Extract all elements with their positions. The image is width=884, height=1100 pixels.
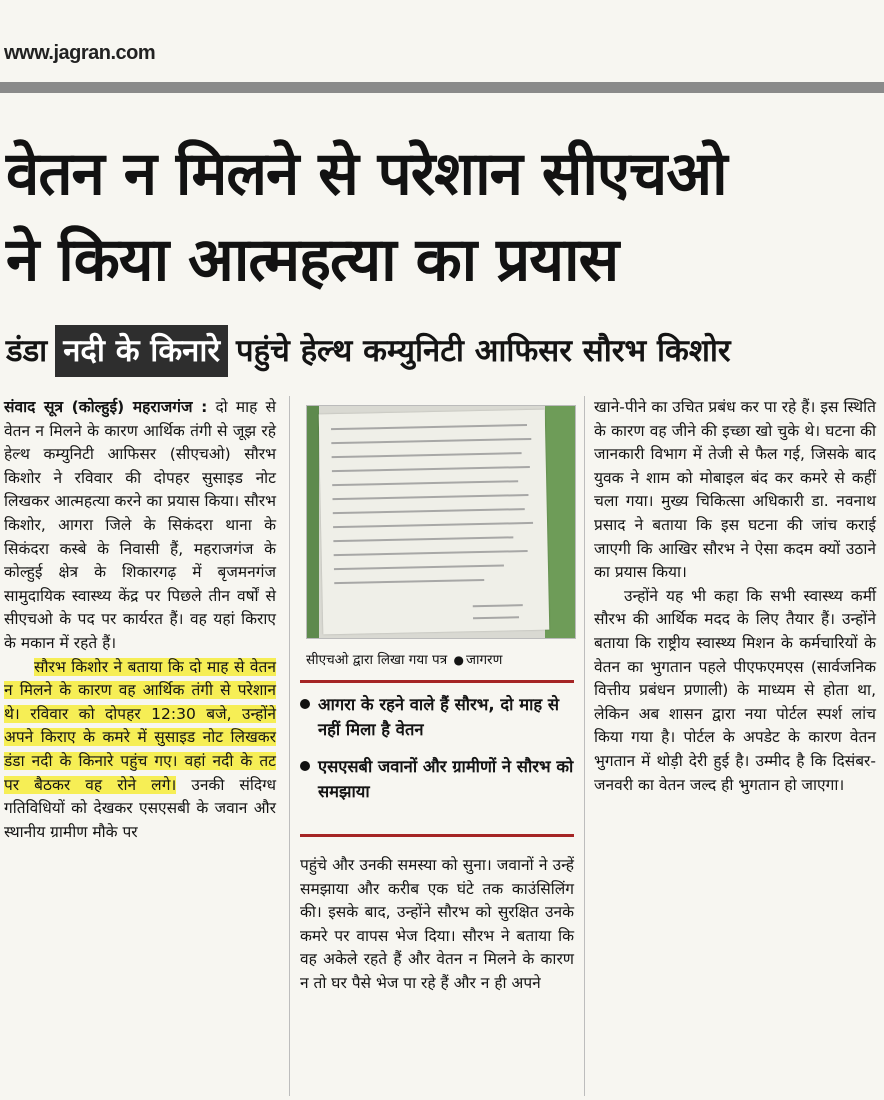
paragraph-1-text: दो माह से वेतन न मिलने के कारण आर्थिक तंगी से जूझ रहे हेल्थ कम्युनिटी आफिसर (सीएचओ) सौरभ किशोर ने रविवार की दोपहर सुसाइड नोट लिखकर आत्महत्या करने का प्रयास किया। सौरभ किशोर, आगरा जिले के सिकंदरा थाना के सिकंदरा कस्बे के निवासी हैं, महराजगंज के कोल्हुई क्षेत्र के शिकारगढ़ में बृजमनगंज सामुदायिक स्वास्थ्य केंद्र पर पिछले तीन वर्षों से सीएचओ के पद पर कार्यरत हैं। वह यहां किराए के मकान में रहते हैं। <box>4 398 277 652</box>
photo-background <box>307 406 319 638</box>
article-column-2 <box>300 854 574 996</box>
subhead-before: डंडा <box>6 333 48 369</box>
caption-text: सीएचओ द्वारा लिखा गया पत्र <box>306 652 448 668</box>
paragraph-2 <box>4 656 276 845</box>
paragraph-2-text: उनकी संदिग्ध गतिविधियों को देखकर एसएसबी के जवान और स्थानीय ग्रामीण मौके पर <box>4 775 276 841</box>
dateline: संवाद सूत्र (कोल्हुई) महराजगंज : <box>4 398 208 416</box>
highlights-box <box>300 692 574 816</box>
paragraph-5: उन्होंने यह भी कहा कि सभी स्वास्थ्य कर्मी सौरभ की आर्थिक मदद के लिए तैयार हैं। उन्होंने बताया कि राष्ट्रीय स्वास्थ्य मिशन के कर्मचारियों के वेतन का भुगतान पहले पीएफएमएस (सार्वजनिक वित्तीय प्रबंधन प्रणाली) के माध्यम से होता था, लेकिन अब शासन द्वारा नया पोर्टल स्पर्श लांच किया गया है। पोर्टल के अपडेट के कारण वेतन भुगतान में थोड़ी देरी हुई है। उम्मीद है कि दिसंबर-जनवरी का वेतन जल्द ही भुगतान हो जाएगा। <box>594 586 876 794</box>
paragraph-3: पहुंचे और उनकी समस्या को सुना। जवानों ने उन्हें समझाया और करीब एक घंटे तक काउंसिलिंग की। इसके बाद, उन्होंने सौरभ को सुरक्षित उनके कमरे पर वापस भेज दिया। सौरभ ने बताया कि वह अकेले रहते हैं और वेतन न मिलने के कारण न तो घर पैसे भेज पा रहे हैं और न ही अपने <box>300 856 574 992</box>
highlight-box-top-rule <box>300 680 574 683</box>
highlight-item <box>300 692 574 742</box>
paragraph-4: खाने-पीने का उचित प्रबंध कर पा रहे हैं। इस स्थिति के कारण वह जीने की इच्छा खो चुके थे। घटना की जानकारी विभाग में तेजी से फैल गई, जिसके बाद युवक ने शाम को मोबाइल बंद कर कमरे से कहीं चला गया। मुख्य चिकित्सा अधिकारी डा. नवनाथ प्रसाद ने बताया कि इस घटना की जांच कराई जाएगी कि आखिर सौरभ ने ऐसा कदम क्यों उठाने का प्रयास किया। <box>594 398 876 582</box>
bullet-dot-icon: ● <box>453 653 464 667</box>
photo-credit: जागरण <box>465 652 503 668</box>
paragraph-1 <box>4 396 276 656</box>
top-rule <box>0 82 884 93</box>
suicide-note-photo <box>306 405 576 639</box>
column-divider <box>584 396 585 1096</box>
highlighted-quote: सौरभ किशोर ने बताया कि दो माह से वेतन न मिलने के कारण वह आर्थिक तंगी से परेशान थे। रविवार को दोपहर 12:30 बजे, उन्होंने अपने किराए के कमरे में सुसाइड नोट लिखकर डंडा नदी के किनारे पहुंच गए। वहां नदी के तट पर बैठकर वह रोने लगे। <box>4 657 276 794</box>
highlight-box-bottom-rule <box>300 834 574 837</box>
headline-line-2: ने किया आत्महत्या का प्रयास <box>6 225 619 295</box>
article-column-3 <box>594 396 876 797</box>
subhead-after: पहुंचे हेल्थ कम्युनिटी आफिसर सौरभ किशोर <box>236 333 731 369</box>
subhead-highlight-box: नदी के किनारे <box>55 325 228 377</box>
handwritten-note <box>319 410 550 635</box>
article-column-1 <box>4 396 276 844</box>
bullet-dot-icon <box>300 699 310 709</box>
column-divider <box>289 396 290 1096</box>
highlight-item <box>300 754 574 804</box>
site-url: www.jagran.com <box>4 42 156 64</box>
headline-line-1: वेतन न मिलने से परेशान सीएचओ <box>6 139 727 209</box>
photo-background <box>545 406 575 638</box>
photo-caption <box>306 650 574 670</box>
bullet-dot-icon <box>300 761 310 771</box>
highlight-text: आगरा के रहने वाले हैं सौरभ, दो माह से नहीं मिला है वेतन <box>318 695 559 739</box>
subheadline <box>6 324 878 378</box>
highlight-text: एसएसबी जवानों और ग्रामीणों ने सौरभ को समझाया <box>318 757 574 801</box>
